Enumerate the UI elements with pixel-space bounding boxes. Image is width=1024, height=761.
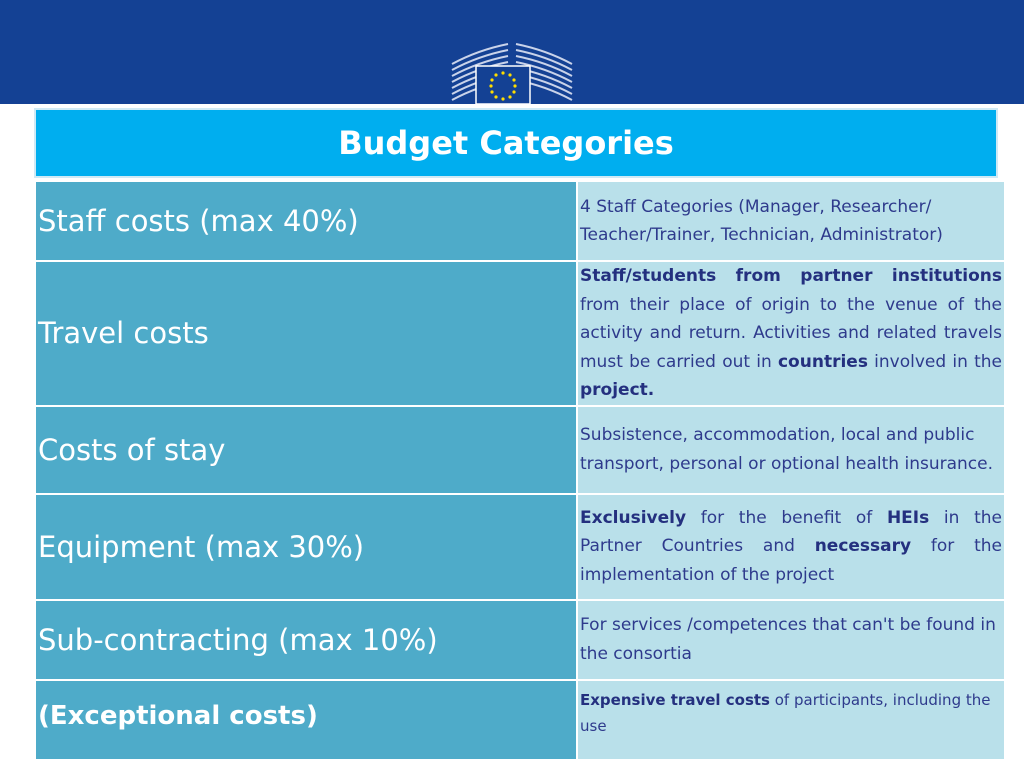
description-text: Subsistence, accommodation, local and public transport, personal or optional health insurance. bbox=[580, 425, 994, 474]
description-cell bbox=[577, 600, 1005, 680]
description-cell bbox=[577, 261, 1005, 406]
description-bold: HEIs bbox=[886, 507, 930, 528]
european-commission-logo-icon bbox=[448, 38, 576, 104]
table-row bbox=[35, 181, 1005, 261]
table-row bbox=[35, 494, 1005, 600]
category-cell: Sub-contracting (max 10%) bbox=[35, 600, 577, 680]
description-text: for the benefit of bbox=[686, 507, 887, 528]
description-bold: project. bbox=[580, 380, 655, 400]
category-cell: Travel costs bbox=[35, 261, 577, 406]
description-text: for the implementation of the project bbox=[580, 536, 1002, 585]
category-cell: (Exceptional costs) bbox=[35, 680, 577, 760]
description-cell bbox=[577, 406, 1005, 494]
description-text: from their place of origin to the venue of the activity and return. Activities and related travels must be carried out in bbox=[580, 294, 1002, 372]
category-cell: Staff costs (max 40%) bbox=[35, 181, 577, 261]
table-row bbox=[35, 406, 1005, 494]
description-cell bbox=[577, 494, 1005, 600]
description-text: 4 Staff Categories (Manager, Researcher/ Teacher/Trainer, Technician, Administrator) bbox=[580, 196, 943, 245]
page-title: Budget Categories bbox=[338, 124, 674, 162]
description-text: of participants, including the use bbox=[580, 690, 991, 735]
description-bold: Exclusively bbox=[580, 507, 687, 528]
title-bar bbox=[34, 108, 998, 178]
description-text: For services /competences that can't be found in the consortia bbox=[580, 615, 996, 664]
description-bold: Expensive travel costs bbox=[580, 690, 770, 709]
description-text: in the Partner Countries and bbox=[580, 507, 1002, 557]
budget-table bbox=[34, 180, 1006, 761]
description-cell bbox=[577, 680, 1005, 760]
table-row bbox=[35, 680, 1005, 760]
description-bold: countries bbox=[777, 351, 868, 372]
description-bold: necessary bbox=[814, 536, 912, 557]
description-text: involved in the bbox=[867, 351, 1002, 372]
category-cell: Costs of stay bbox=[35, 406, 577, 494]
table-row bbox=[35, 261, 1005, 406]
description-cell bbox=[577, 181, 1005, 261]
description-bold: Staff/students from partner institutions bbox=[580, 266, 1002, 286]
category-cell: Equipment (max 30%) bbox=[35, 494, 577, 600]
table-row bbox=[35, 600, 1005, 680]
